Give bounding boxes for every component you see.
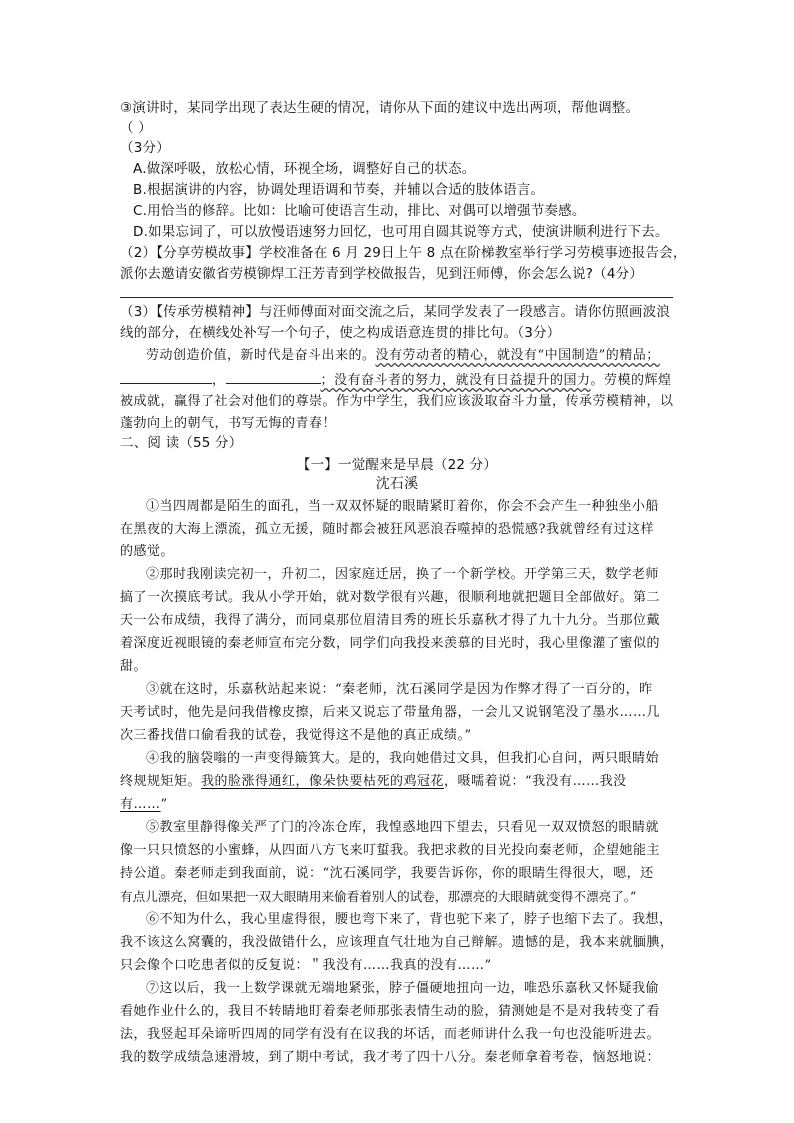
passage-text: ”: [160, 797, 168, 812]
question-2-line2: 派你去邀请安徽省劳模铆焊工汪芳青到学校做报告，见到汪师傅，你会怎么说?（4分）: [120, 266, 644, 282]
passage-line: 蓬勃向上的朝气，书写无悔的青春！: [120, 416, 337, 431]
paragraph-line: 在黑夜的大海上漂流，孤立无援，随时都会被狂风恶浪吞噬掉的恐慌感?我就曾经有过这样: [120, 522, 654, 537]
option-c: C.用恰当的修辞。比如：比喻可使语言生动，排比、对偶可以增强节奏感。: [133, 203, 586, 219]
paragraph-line: ②那时我刚读完初一，升初二，因家庭迁居，换了一个新学校。开学第三天，数学老师: [146, 567, 660, 582]
fill-blank[interactable]: [120, 369, 212, 384]
paragraph-line: ④我的脑袋嗡的一声变得簸箕大。是的，我向她借过文具，但我扪心自问，两只眼睛始: [146, 751, 660, 766]
paragraph-line: ⑦这以后，我一上数学课就无端地紧张，脖子僵硬地扭向一边，唯恐乐嘉秋又怀疑我偷: [146, 981, 660, 996]
option-a: A.做深呼吸，放松心情，环视全场，调整好自己的状态。: [133, 161, 476, 177]
underlined-sentence: 有……: [120, 797, 161, 812]
paragraph-line: 的感觉。: [120, 544, 175, 559]
wavy-underlined-sentence: ；没有奋斗者的努力，就没有日益提升的国力: [320, 373, 591, 388]
paragraph-line: 只会像个口吃患者似的反复说：＂我没有……我真的没有……”: [120, 958, 492, 973]
question-text: ③演讲时，某同学出现了表达生硬的情况，请你从下面的建议中选出两项，帮他调整。: [120, 100, 640, 116]
passage-line: [120, 369, 672, 391]
paragraph-line: 看她作业什么的，我目不转睛地盯着秦老师那张表情生动的脸，猜测她是不是对我转变了看: [120, 1004, 661, 1019]
paragraph-line: ⑤教室里静得像关严了门的冷冻仓库，我惶惑地四下望去，只看见一双双愤怒的眼睛就: [146, 820, 660, 835]
wavy-underlined-sentence: 没有劳动者的精心，就没有“中国制造”的精品；: [375, 348, 660, 363]
passage-text: 终规规矩矩。: [120, 774, 202, 789]
section-heading: 二、阅 读（55 分）: [120, 435, 243, 451]
paragraph-line: 法，我竖起耳朵谛听四周的同学有没有在议我的坏话，而老师讲什么我一句也没能听进去。: [120, 1027, 661, 1042]
answer-bracket: （ ）: [120, 120, 152, 136]
paragraph-line: ⑥不知为什么，我心里虚得很，腰也弯下来了，背也驼下来了，脖子也缩下去了。我想，: [146, 912, 673, 927]
passage-line: [146, 346, 660, 366]
paragraph-line: 次三番找借口偷看我的试卷，我觉得这不是他的真正成绩。”: [120, 728, 472, 743]
question-3-line1: （3）【传承劳模精神】与汪师傅面对面交流之后，某同学发表了一段感言。请你仿照画波浪: [120, 304, 671, 320]
paragraph-line: 天考试时，他先是问我借橡皮擦，后来又说忘了带量角器，一会儿又说钢笔没了墨水……几: [120, 705, 661, 720]
paragraph-line: [120, 772, 627, 792]
paragraph-line: 天一公布成绩，我得了满分，而同桌那位眉清目秀的班长乐嘉秋才得了九十九分。当那位戴: [120, 613, 661, 628]
question-3-line2: 线的部分，在横线处补写一个句子，使之构成语意连贯的排比句。（3分）: [120, 325, 561, 341]
underlined-sentence: 我的脸涨得通红，像朵快要枯死的鸡冠花: [201, 774, 445, 789]
reading-author: 沈石溪: [375, 476, 419, 492]
paragraph-line: 着深度近视眼镜的秦老师宣布完分数，同学们向我投来羡慕的目光时，我心里像灌了蜜似的: [120, 636, 661, 651]
paragraph-line: 甜。: [120, 659, 148, 674]
answer-line: [120, 297, 673, 298]
paragraph-line: 有点儿漂亮，但如果把一双大眼睛用来偷看着别人的试卷，那漂亮的大眼睛就变得不漂亮了。”: [120, 889, 637, 904]
reading-title: 【一】一觉醒来是早晨（22 分）: [296, 457, 498, 473]
paragraph-line: 像一只只愤怒的小蜜蜂，从四面八方飞来叮蜇我。我把求救的目光投向秦老师，企望她能主: [120, 843, 661, 858]
passage-text: 。劳模的辉煌: [590, 373, 672, 388]
question-2-line1: （2）【分享劳模故事】学校准备在 6 月 29日上午 8 点在阶梯教室举行学习劳模事迹报告会，: [120, 245, 687, 261]
paragraph-line: [120, 795, 168, 815]
option-b: B.根据演讲的内容，协调处理语调和节奏，并辅以合适的肢体语言。: [133, 182, 545, 198]
passage-line: 被成就，赢得了社会对他们的尊崇。作为中学生，我们应该汲取奋斗力量，传承劳模精神，以: [120, 394, 674, 409]
paragraph-line: 持公道。秦老师走到我面前，说：“沈石溪同学，我要告诉你，你的眼睛生得很大，嗯，还: [120, 866, 654, 881]
paragraph-line: ③就在这时，乐嘉秋站起来说：“秦老师，沈石溪同学是因为作弊才得了一百分的，昨: [146, 682, 653, 697]
passage-text: ，嗫嚅着说：“我没有……我没: [444, 774, 627, 789]
option-d: D.如果忘词了，可以放慢语速努力回忆，也可用自圆其说等方式，使演讲顺利进行下去。: [133, 224, 669, 240]
fill-blank[interactable]: [226, 369, 321, 384]
paragraph-line: 我不该这么窝囊的，我没做错什么，应该理直气壮地为自己辩解。遗憾的是，我本来就腼腆，: [120, 935, 674, 950]
passage-text: ，: [212, 373, 226, 388]
score-note: （3分）: [120, 140, 170, 156]
passage-text: 劳动创造价值，新时代是奋斗出来的。: [146, 348, 376, 363]
paragraph-line: ①当四周都是陌生的面孔，当一双双怀疑的眼睛紧盯着你，你会不会产生一种独坐小船: [146, 499, 660, 514]
paragraph-line: 搞了一次摸底考试。我从小学开始，就对数学很有兴趣，很顺利地就把题目全部做好。第二: [120, 590, 661, 605]
paragraph-line: 我的数学成绩急速滑坡，到了期中考试，我才考了四十八分。秦老师拿着考卷，恼怒地说：: [120, 1050, 661, 1065]
